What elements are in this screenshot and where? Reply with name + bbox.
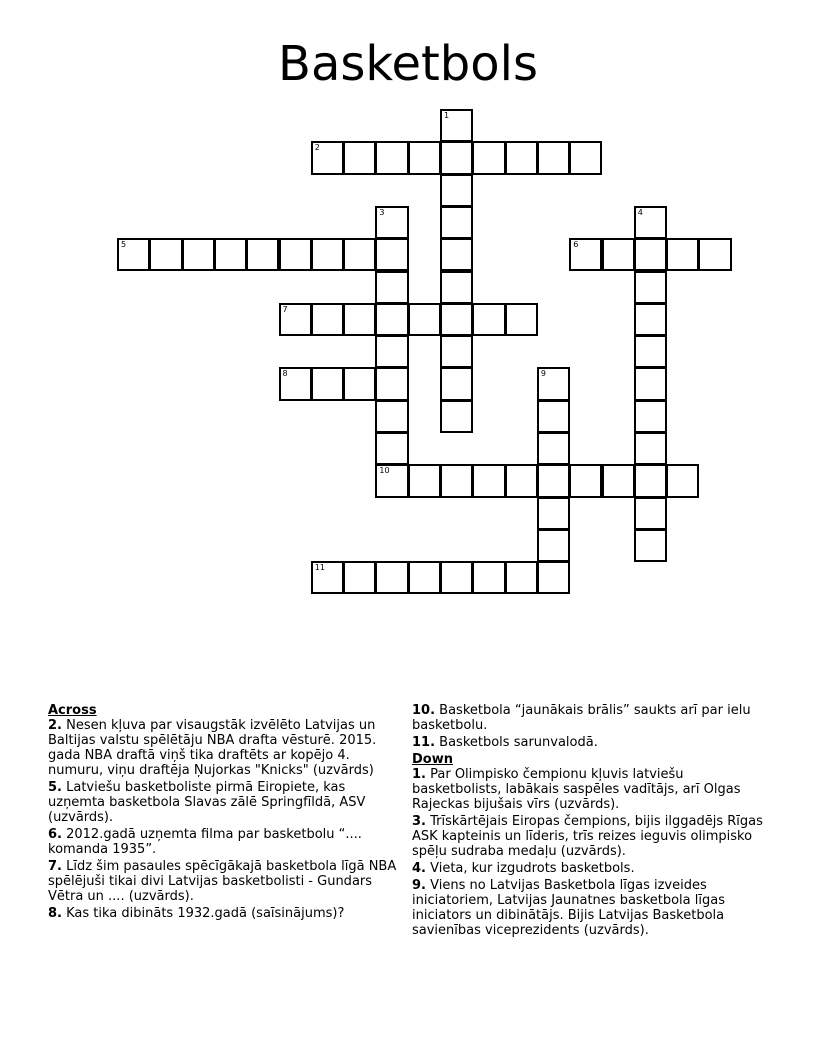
- grid-cell[interactable]: [440, 174, 473, 207]
- grid-cell[interactable]: [634, 400, 667, 433]
- clue-text: Nesen kļuva par visaugstāk izvēlēto Latvijas un Baltijas valstu spēlētāju NBA drafta vēsturē. 2015. gada NBA draftā viņš tika draftēts ar kopējo 4. numuru, viņu draftēja Ņujorkas "Knicks" (uzvārds): [48, 718, 377, 778]
- down-heading: Down: [412, 752, 453, 767]
- clue-number: 3.: [412, 814, 426, 829]
- across-clue-list-continued: [412, 703, 774, 750]
- clue-text: Basketbols sarunvalodā.: [435, 735, 598, 750]
- grid-cell[interactable]: [343, 561, 376, 594]
- grid-cell[interactable]: [440, 561, 473, 594]
- clue-text: Vieta, kur izgudrots basketbols.: [425, 861, 635, 876]
- grid-cell[interactable]: [537, 367, 570, 400]
- across-clue-6: [48, 827, 406, 857]
- grid-cell[interactable]: [440, 464, 473, 497]
- grid-cell[interactable]: [634, 529, 667, 562]
- grid-cell[interactable]: [440, 238, 473, 271]
- grid-cell[interactable]: [311, 303, 344, 336]
- grid-cell[interactable]: [182, 238, 215, 271]
- down-clue-list: [412, 767, 774, 938]
- grid-cell[interactable]: [666, 464, 699, 497]
- grid-cell[interactable]: [537, 141, 570, 174]
- grid-cell[interactable]: [634, 238, 667, 271]
- across-clue-5: [48, 780, 406, 825]
- grid-cell[interactable]: [408, 141, 441, 174]
- grid-cell[interactable]: [343, 141, 376, 174]
- down-clue-4: [412, 861, 774, 876]
- grid-cell[interactable]: [375, 464, 408, 497]
- clues-column-right: [412, 703, 774, 940]
- grid-cell[interactable]: [505, 303, 538, 336]
- across-clue-8: [48, 906, 406, 921]
- grid-cell[interactable]: [343, 367, 376, 400]
- clue-text: 2012.gadā uzņemta filma par basketbolu “.... komanda 1935”.: [48, 827, 362, 857]
- grid-cell[interactable]: [537, 529, 570, 562]
- grid-cell[interactable]: [408, 303, 441, 336]
- grid-cell[interactable]: [311, 367, 344, 400]
- cell-number: 7: [282, 304, 288, 314]
- grid-cell[interactable]: [375, 271, 408, 304]
- clue-text: Viens no Latvijas Basketbola līgas izveides iniciatoriem, Latvijas Jaunatnes basketbola līgas iniciators un dibinātājs. Bijis Latvijas Basketbola savienības viceprezidents (uzvārds).: [412, 878, 725, 938]
- down-clue-1: [412, 767, 774, 812]
- grid-cell[interactable]: [634, 367, 667, 400]
- grid-cell[interactable]: [472, 141, 505, 174]
- down-clue-3: [412, 814, 774, 859]
- grid-cell[interactable]: [246, 238, 279, 271]
- clue-text: Latviešu basketboliste pirmā Eiropiete, kas uzņemta basketbola Slavas zālē Springfīldā, ASV (uzvārds).: [48, 780, 366, 825]
- across-heading: Across: [48, 703, 97, 718]
- grid-cell[interactable]: [440, 109, 473, 142]
- grid-cell[interactable]: [375, 206, 408, 239]
- clue-number: 7.: [48, 859, 62, 874]
- grid-cell[interactable]: [311, 561, 344, 594]
- clue-text: Basketbola “jaunākais brālis” saukts arī par ielu basketbolu.: [412, 703, 751, 733]
- grid-cell[interactable]: [634, 432, 667, 465]
- grid-cell[interactable]: [569, 238, 602, 271]
- grid-cell[interactable]: [537, 561, 570, 594]
- clue-number: 8.: [48, 906, 62, 921]
- grid-cell[interactable]: [408, 561, 441, 594]
- clue-text: Trīskārtējais Eiropas čempions, bijis ilggadējs Rīgas ASK kapteinis un līderis, trīs reizes ieguvis olimpisko spēļu sudraba medaļu (uzvārds).: [412, 814, 763, 859]
- grid-cell[interactable]: [537, 432, 570, 465]
- cell-number: 4: [637, 207, 643, 217]
- grid-cell[interactable]: [537, 464, 570, 497]
- cell-number: 5: [121, 240, 127, 250]
- grid-cell[interactable]: [343, 238, 376, 271]
- grid-cell[interactable]: [343, 303, 376, 336]
- grid-cell[interactable]: [375, 303, 408, 336]
- grid-cell[interactable]: [505, 141, 538, 174]
- grid-cell[interactable]: [279, 303, 312, 336]
- clue-number: 1.: [412, 767, 426, 782]
- grid-cell[interactable]: [634, 335, 667, 368]
- grid-cell[interactable]: [375, 432, 408, 465]
- grid-cell[interactable]: [666, 238, 699, 271]
- grid-cell[interactable]: [440, 367, 473, 400]
- grid-cell[interactable]: [375, 400, 408, 433]
- clue-number: 10.: [412, 703, 436, 718]
- grid-cell[interactable]: [602, 238, 635, 271]
- grid-cell[interactable]: [375, 141, 408, 174]
- down-clue-9: [412, 878, 774, 938]
- clue-text: Kas tika dibināts 1932.gadā (saīsinājums)?: [61, 906, 345, 921]
- cell-number: 10: [379, 466, 390, 476]
- grid-cell[interactable]: [311, 141, 344, 174]
- clue-number: 2.: [48, 718, 62, 733]
- clue-number: 4.: [412, 861, 426, 876]
- grid-cell[interactable]: [634, 271, 667, 304]
- cell-number: 6: [573, 240, 579, 250]
- clue-number: 9.: [412, 878, 426, 893]
- across-clue-2: [48, 718, 406, 778]
- grid-cell[interactable]: [472, 464, 505, 497]
- grid-cell[interactable]: [440, 400, 473, 433]
- clues-column-left: [48, 703, 406, 923]
- puzzle-title: Basketbols: [278, 36, 538, 92]
- grid-cell[interactable]: [569, 464, 602, 497]
- grid-cell[interactable]: [440, 141, 473, 174]
- grid-cell[interactable]: [149, 238, 182, 271]
- cell-number: 2: [314, 143, 320, 153]
- across-clue-11: [412, 735, 774, 750]
- grid-cell[interactable]: [375, 367, 408, 400]
- grid-cell[interactable]: [698, 238, 731, 271]
- grid-cell[interactable]: [408, 464, 441, 497]
- clue-number: 11.: [412, 735, 436, 750]
- grid-cell[interactable]: [440, 206, 473, 239]
- grid-cell[interactable]: [214, 238, 247, 271]
- clue-text: Par Olimpisko čempionu kļuvis latviešu basketbolists, labākais saspēles vadītājs, arī Olgas Rajeckas bijušais vīrs (uzvārds).: [412, 767, 741, 812]
- cell-number: 11: [314, 563, 325, 573]
- clue-number: 6.: [48, 827, 62, 842]
- grid-cell[interactable]: [311, 238, 344, 271]
- grid-cell[interactable]: [440, 335, 473, 368]
- clue-text: Līdz šim pasaules spēcīgākajā basketbola līgā NBA spēlējuši tikai divi Latvijas basketbolisti - Gundars Vētra un .... (uzvārds).: [48, 859, 397, 904]
- grid-cell[interactable]: [375, 561, 408, 594]
- grid-cell[interactable]: [634, 303, 667, 336]
- grid-cell[interactable]: [117, 238, 150, 271]
- cell-number: 1: [444, 111, 450, 120]
- across-clue-10: [412, 703, 774, 733]
- cell-number: 3: [379, 207, 385, 217]
- grid-cell[interactable]: [375, 335, 408, 368]
- grid-cell[interactable]: [505, 464, 538, 497]
- cell-number: 9: [540, 369, 546, 379]
- grid-cell[interactable]: [537, 400, 570, 433]
- grid-cell[interactable]: [634, 497, 667, 530]
- clue-number: 5.: [48, 780, 62, 795]
- grid-cell[interactable]: [505, 561, 538, 594]
- grid-cell[interactable]: [472, 561, 505, 594]
- grid-cell[interactable]: [634, 206, 667, 239]
- grid-cell[interactable]: [279, 367, 312, 400]
- cell-number: 8: [282, 369, 288, 379]
- grid-cell[interactable]: [569, 141, 602, 174]
- grid-cell[interactable]: [537, 497, 570, 530]
- grid-cell[interactable]: [440, 271, 473, 304]
- across-clue-list: [48, 718, 406, 921]
- grid-cell[interactable]: [472, 303, 505, 336]
- grid-cell[interactable]: [634, 464, 667, 497]
- grid-cell[interactable]: [375, 238, 408, 271]
- grid-cell[interactable]: [440, 303, 473, 336]
- grid-cell[interactable]: [279, 238, 312, 271]
- grid-cell[interactable]: [602, 464, 635, 497]
- across-clue-7: [48, 859, 406, 904]
